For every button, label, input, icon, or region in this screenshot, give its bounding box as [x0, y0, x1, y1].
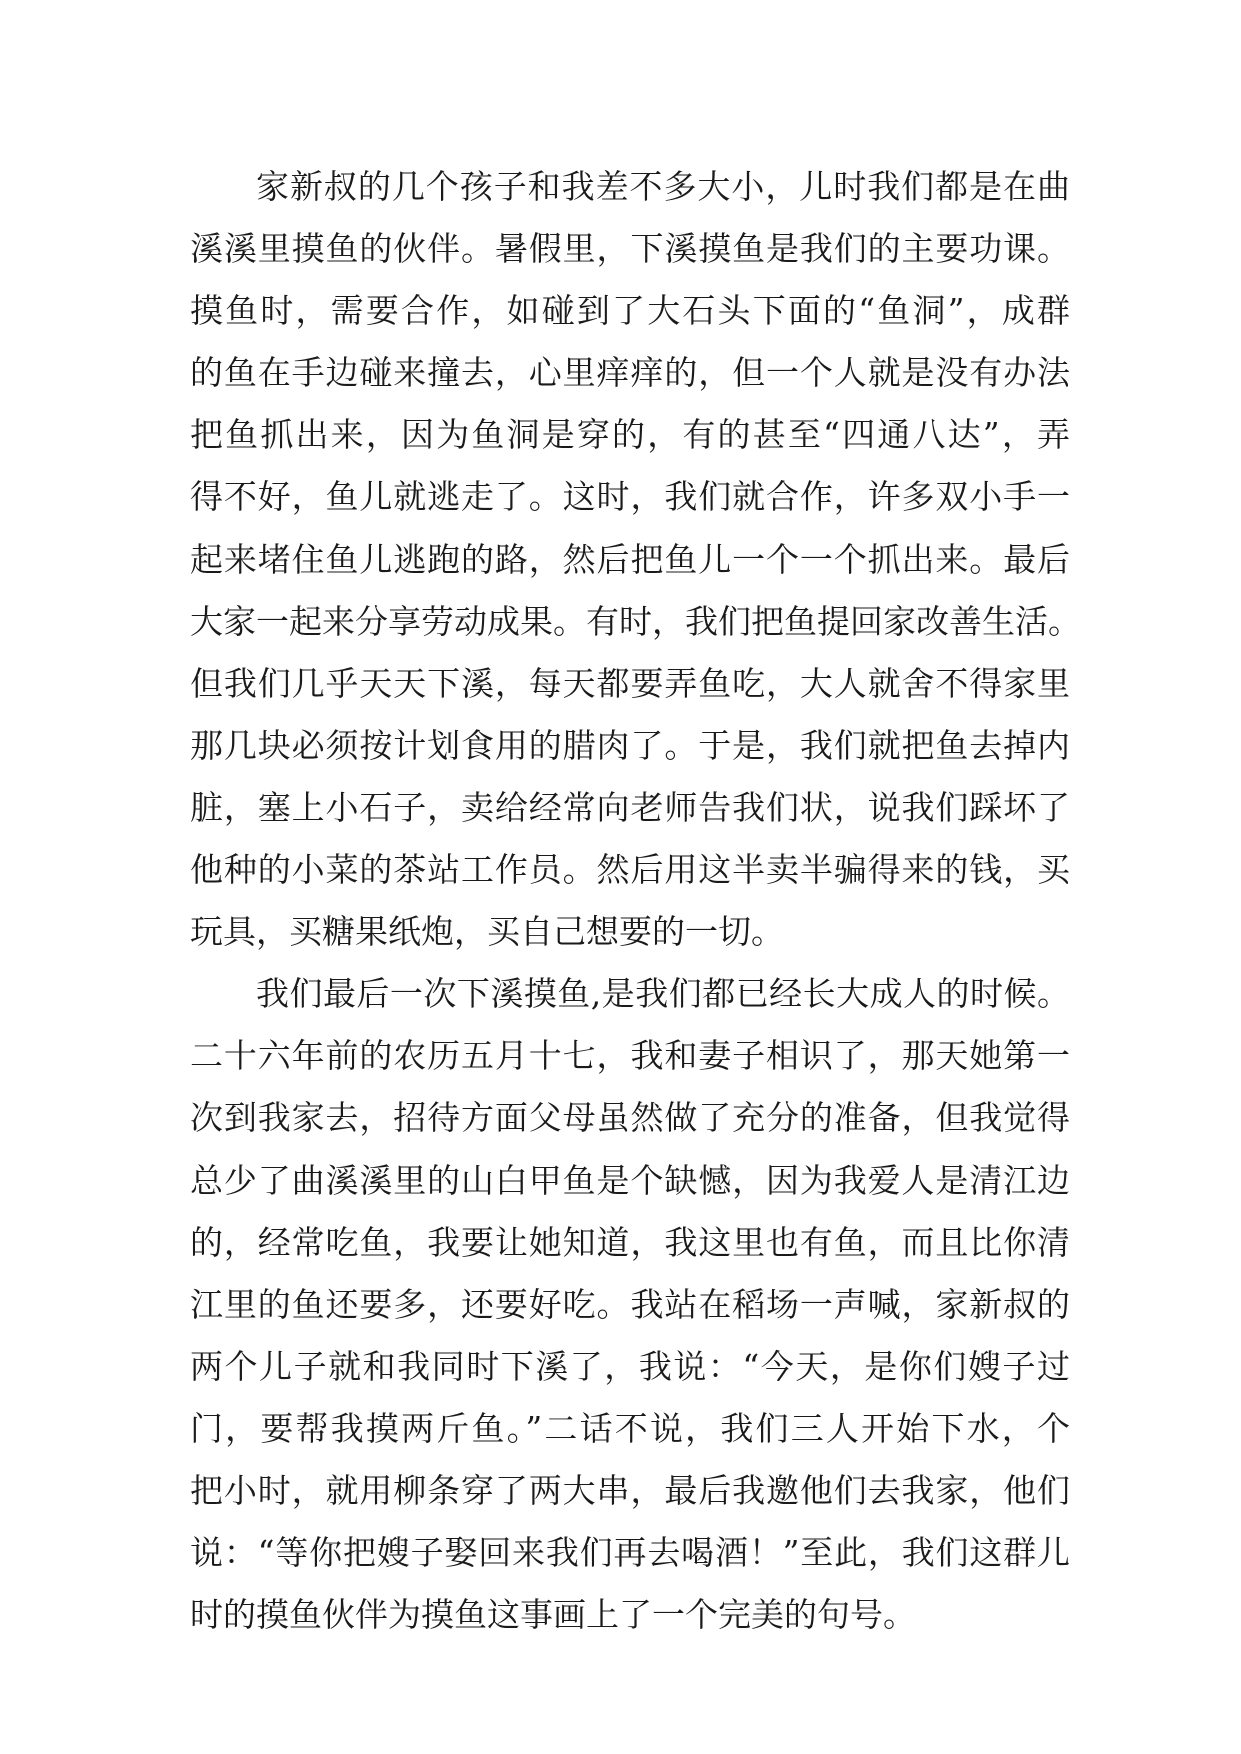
- text-line: 家新叔的几个孩子和我差不多大小，儿时我们都是在曲: [256, 167, 1070, 206]
- text-line: 大家一起来分享劳动成果。有时，我们把鱼提回家改善生活。: [190, 601, 1081, 641]
- text-line: 把小时，就用柳条穿了两大串，最后我邀他们去我家，他们: [190, 1470, 1070, 1510]
- text-line: 玩具，买糖果纸炮，买自己想要的一切。: [190, 912, 784, 952]
- text-line: 门，要帮我摸两斤鱼。”二话不说，我们三人开始下水，个: [190, 1408, 1070, 1448]
- text-line: 他种的小菜的茶站工作员。然后用这半卖半骗得来的钱，买: [190, 850, 1070, 890]
- text-line: 次到我家去，招待方面父母虽然做了充分的准备，但我觉得: [190, 1098, 1070, 1138]
- text-line: 的鱼在手边碰来撞去，心里痒痒的，但一个人就是没有办法: [190, 353, 1070, 393]
- text-line: 二十六年前的农历五月十七，我和妻子相识了，那天她第一: [190, 1036, 1070, 1076]
- text-line: 把鱼抓出来，因为鱼洞是穿的，有的甚至“四通八达”，弄: [190, 415, 1070, 455]
- text-line: 总少了曲溪溪里的山白甲鱼是个缺憾，因为我爱人是清江边: [190, 1160, 1070, 1200]
- text-line: 起来堵住鱼儿逃跑的路，然后把鱼儿一个一个抓出来。最后: [190, 539, 1070, 579]
- text-line: 脏，塞上小石子，卖给经常向老师告我们状，说我们踩坏了: [190, 787, 1070, 827]
- paragraph-1: [190, 156, 1081, 963]
- text-line: 那几块必须按计划食用的腊肉了。于是，我们就把鱼去掉内: [190, 725, 1070, 765]
- text-line: 溪溪里摸鱼的伙伴。暑假里，下溪摸鱼是我们的主要功课。: [190, 229, 1070, 269]
- text-line: 两个儿子就和我同时下溪了，我说：“今天，是你们嫂子过: [190, 1346, 1070, 1386]
- body-text: [190, 156, 1081, 1646]
- text-line: 的，经常吃鱼，我要让她知道，我这里也有鱼，而且比你清: [190, 1222, 1070, 1262]
- text-line: 我们最后一次下溪摸鱼,是我们都已经长大成人的时候。: [256, 974, 1070, 1014]
- text-line: 但我们几乎天天下溪，每天都要弄鱼吃，大人就舍不得家里: [190, 663, 1070, 703]
- text-line: 江里的鱼还要多，还要好吃。我站在稻场一声喊，家新叔的: [190, 1284, 1070, 1324]
- paragraph-2: [190, 963, 1070, 1646]
- text-line: 时的摸鱼伙伴为摸鱼这事画上了一个完美的句号。: [190, 1595, 916, 1635]
- text-line: 说：“等你把嫂子娶回来我们再去喝酒！”至此，我们这群儿: [190, 1533, 1070, 1573]
- text-line: 摸鱼时，需要合作，如碰到了大石头下面的“鱼洞”，成群: [190, 291, 1070, 331]
- text-line: 得不好，鱼儿就逃走了。这时，我们就合作，许多双小手一: [190, 477, 1070, 517]
